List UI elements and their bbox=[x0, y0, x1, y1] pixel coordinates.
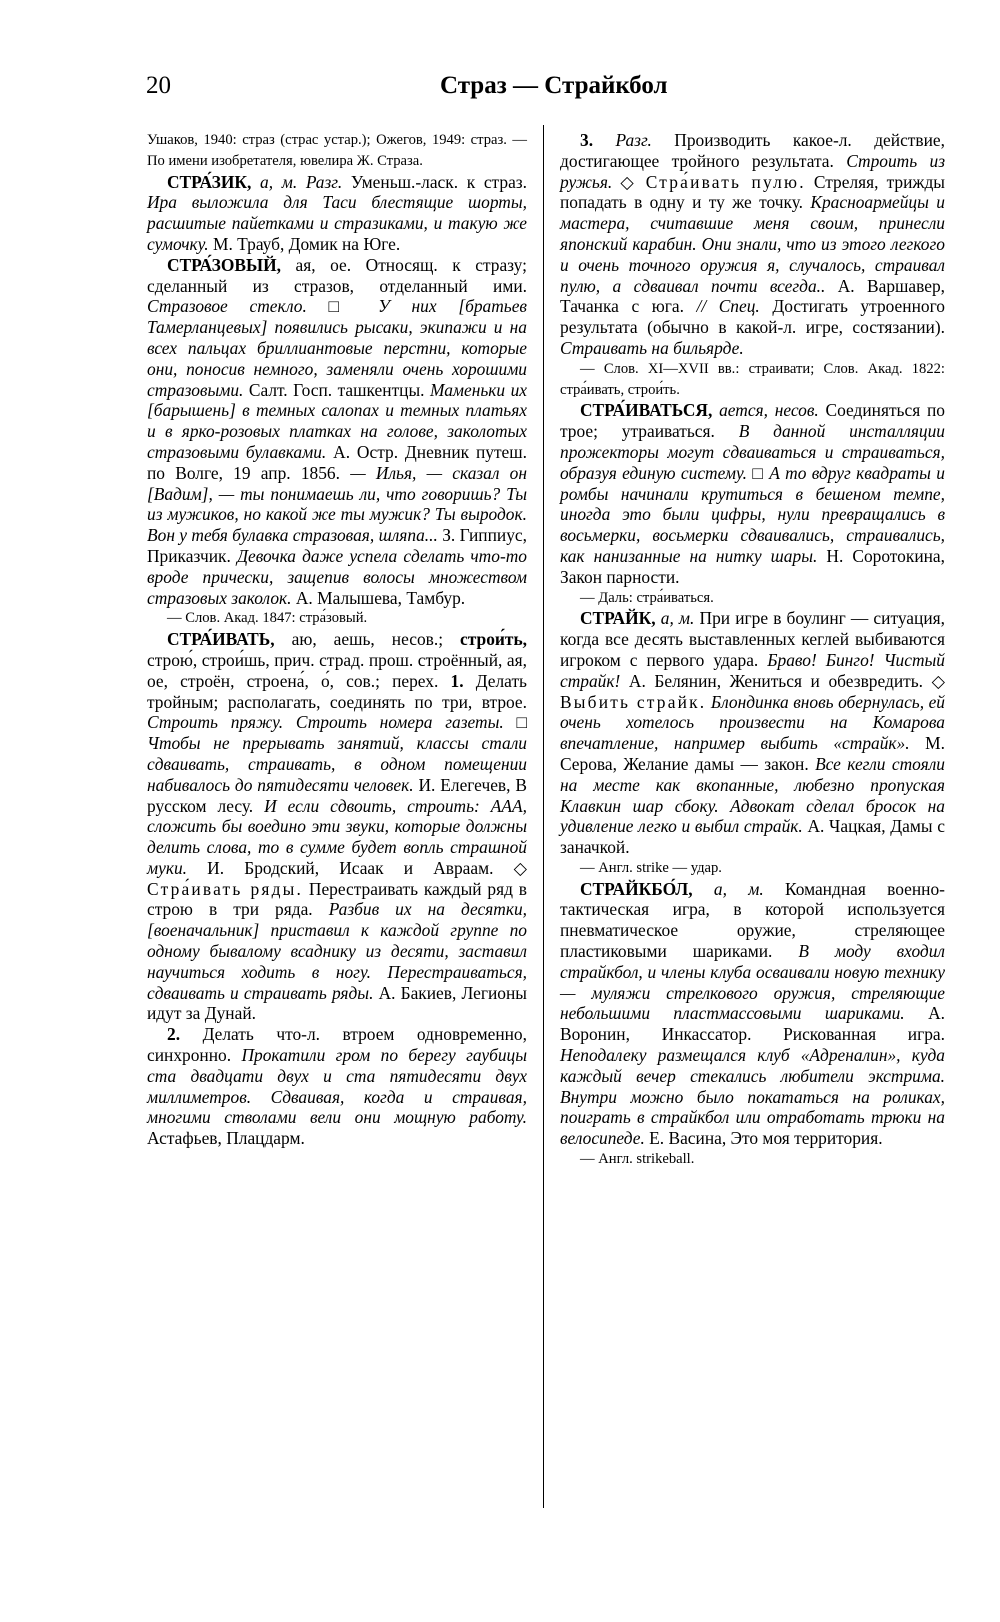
example: Браво! Бинго! Чистый страйк! bbox=[560, 649, 945, 691]
example: А то вдруг квадраты и ромбы начинали крутиться в бешеном темпе, иногда это были цифры, нули превращались в восьмерки, восьмерки сдваивались, страивались, как нанизанные на нитку шары. bbox=[560, 462, 945, 566]
definition: Делать тройным; располагать, соединять по три, втрое. bbox=[147, 670, 527, 712]
square-mark-icon: □ bbox=[516, 712, 527, 733]
sense-number: 2. bbox=[167, 1024, 181, 1045]
grammar: ая, ое. bbox=[295, 254, 352, 275]
source: А. Малышева, Тамбур. bbox=[295, 587, 466, 608]
etymology: — Слов. XI—XVII вв.: страивати; Слов. Акад. 1822: стра́ивать, строи́ть. bbox=[560, 360, 945, 398]
grammar: ается, несов. bbox=[719, 400, 819, 421]
etymology: — Англ. strike — удар. bbox=[580, 859, 722, 876]
diamond-icon: ◇ bbox=[513, 857, 527, 878]
definition: Производить какое-л. действие, достигающее тройного результата. bbox=[560, 130, 945, 171]
phrase: Стра́ивать пулю. bbox=[645, 171, 806, 192]
sense-number: 1. bbox=[450, 670, 464, 691]
grammar: а, м. bbox=[660, 608, 695, 629]
sense-3 bbox=[560, 130, 945, 359]
source: А. Остр. Дневник путеш. по Волге, 19 апр. 1856. bbox=[147, 441, 528, 483]
entry-straik bbox=[560, 608, 945, 858]
example: В моду входил страйкбол, и члены клуба осваивали новую технику — муляжи стрелкового оружия, стреляющие небольшими пластмассовыми шариками. bbox=[560, 941, 945, 1024]
definition: Относящ. к стразу; сделанный из стразов, отделанный ими. bbox=[147, 254, 527, 296]
example: Чтобы не прерывать занятий, классы стали сдваивать, страивать, в одном помещении набивалось до пятидесяти человек. bbox=[147, 733, 527, 795]
phrase-definition: Перестраивать каждый ряд в строю в три ряда. bbox=[147, 878, 527, 920]
diamond-icon: ◇ bbox=[931, 670, 945, 691]
etymology: — Даль: стра́иваться. bbox=[580, 589, 714, 606]
phrase: Выбить страйк. bbox=[560, 691, 707, 712]
example: Неподалеку размещался клуб «Адреналин», куда каждый вечер стекались любители экстрима. Внутри можно было покататься на роликах, поиграть в страйкбол или отработать трюки на велосипеде. bbox=[560, 1045, 945, 1149]
example: Строить из ружья. bbox=[560, 150, 945, 192]
example: Красноармейцы и мастера, считавшие меня своим, принесли японский карабин. Они знали, что из этого легкого и очень точного оружия я, случалось, страивал пулю, а сдваивал почти всегда.. bbox=[560, 192, 945, 296]
example: Девочка даже успела сделать что-то вроде прически, защепив волосы множеством стразовых заколок. bbox=[147, 545, 527, 608]
entry-strazik bbox=[147, 172, 527, 255]
entry-strazovyi bbox=[147, 255, 527, 609]
example: Разбив их на десятки, [военачальник] приставил к каждой группе по одному бывалому всаднику из десяти, заставил научиться ходить в ногу. Перестраиваться, сдваивать и страивать ряды. bbox=[147, 899, 528, 1003]
headword: СТРА́ЗОВЫЙ, bbox=[167, 254, 281, 275]
example: У них [братьев Тамерланцевых] появились рысаки, экипажи и на всех пальцах бриллиантовые перстни, которые они, поносив немного, заменяли очень хорошими стразовыми. bbox=[147, 296, 527, 400]
source: А. Бакиев, Легионы идут за Дунай. bbox=[147, 982, 527, 1024]
definition: Командная военно-тактическая игра, в которой используется пневматическое оружие, стреляющее пластиковыми шариками. bbox=[560, 878, 945, 962]
example: Стразовое стекло. bbox=[147, 296, 307, 317]
example: Страивать на бильярде. bbox=[560, 337, 744, 358]
source: А. Чацкая, Дамы с заначкой. bbox=[560, 816, 945, 858]
etymology: — Слов. Акад. 1847: стра́зовый. bbox=[167, 610, 368, 627]
definition: Уменьш.-ласк. к страз. bbox=[350, 171, 527, 192]
headword: СТРАЙК, bbox=[580, 608, 656, 629]
definition: Соединяться по трое; утраиваться. bbox=[560, 400, 945, 442]
phrase-definition: Стреляя, трижды попадать в одну и ту же точку. bbox=[560, 171, 945, 213]
source: Е. Васина, Это моя территория. bbox=[649, 1128, 883, 1149]
headword-perfective: строи́ть, bbox=[460, 629, 527, 650]
headword: СТРА́ИВАТЬ, bbox=[167, 629, 275, 650]
headword: СТРА́ЗИК, bbox=[167, 171, 252, 192]
grammar: Разг. bbox=[615, 130, 652, 150]
example: В данной инсталляции прожекторы могут сдваиваться и страиваться, образуя единую систему. bbox=[560, 421, 945, 483]
source: М. Серова, Желание дамы — закон. bbox=[560, 733, 945, 774]
source: З. Гиппиус, Приказчик. bbox=[147, 525, 527, 566]
source: Н. Соротокина, Закон парности. bbox=[560, 545, 945, 587]
entry-straivat bbox=[147, 629, 527, 1024]
grammar: аю, аешь, несов.; bbox=[291, 629, 444, 650]
entry-straikbol bbox=[560, 879, 945, 1149]
source: Салт. Госп. ташкентцы. bbox=[248, 379, 425, 400]
entry-straivatsya bbox=[560, 400, 945, 587]
phrase: Стра́ивать ряды. bbox=[147, 878, 304, 899]
example: — Илья, — сказал он [Вадим], — ты понимаешь ли, что говоришь? Ты из мужиков, но какой же ты мужик? Ты выродок. Вон у тебя булавка стразовая, шляпа... bbox=[147, 462, 528, 546]
source: А. Варшавер, Тачанка с юга. bbox=[560, 275, 946, 317]
square-mark-icon: □ bbox=[328, 296, 357, 317]
special-mark: // Спец. bbox=[696, 296, 760, 317]
diamond-icon: ◇ bbox=[620, 171, 638, 192]
example: Блондинка вновь обернулась, ей очень хотелось произвести на Комарова впечатление, например выбить «страйк». bbox=[560, 691, 945, 754]
example: Прокатили гром по берегу гаубицы ста двадцати двух и ста пятидесяти двух миллиметров. Сдваивая, когда и страивая, многими стволами вели они мощную работу. bbox=[147, 1045, 527, 1128]
example: И если сдвоить, строить: ААА, сложить бы воедино эти звуки, которые должны делить слова, то в сумме будет вопль страшной муки. bbox=[147, 795, 527, 878]
page-header bbox=[0, 72, 1000, 112]
page-number: 20 bbox=[146, 72, 171, 99]
source: И. Бродский, Исаак и Авраам. bbox=[207, 857, 494, 878]
sense-number: 3. bbox=[580, 130, 594, 150]
source: И. Елегечев, В русском лесу. bbox=[147, 774, 527, 816]
headword: СТРА́ИВАТЬСЯ, bbox=[580, 400, 713, 421]
running-head: Страз — Страйкбол bbox=[440, 72, 668, 99]
example: Все кегли стояли на месте как вкопанные, любезно пропуская Клавкин шар сбоку. Адвокат сделал бросок на удивление легко и выбил страйк. bbox=[560, 753, 945, 837]
grammar: а, м. Разг. bbox=[260, 171, 343, 192]
definition: При игре в боулинг — ситуация, когда все десять выставленных кеглей выбиваются игроком с первого удара. bbox=[560, 608, 945, 670]
source: М. Трауб, Домик на Юге. bbox=[213, 233, 401, 254]
example: Строить пряжу. Строить номера газеты. bbox=[147, 712, 504, 733]
right-column bbox=[560, 130, 945, 1170]
square-mark-icon: □ bbox=[752, 462, 764, 483]
column-divider bbox=[543, 125, 544, 1508]
definition: Достигать утроенного результата (обычно в какой-л. игре, состязании). bbox=[560, 296, 945, 338]
grammar: а, м. bbox=[713, 878, 764, 899]
example: Маменьки их [барышень] в темных салопах и темных платьях и в ярко-розовых платках на голове, заколотых стразовыми булавками. bbox=[147, 379, 527, 462]
headword: СТРАЙКБО́Л, bbox=[580, 878, 693, 899]
example: Ира выложила для Таси блестящие шорты, расшитые пайетками и стразиками, и такую же сумочку. bbox=[147, 192, 527, 254]
definition: Делать что-л. втроем одновременно, синхронно. bbox=[147, 1024, 527, 1066]
etymology: — Англ. strikeball. bbox=[580, 1151, 695, 1168]
source: А. Воронин, Инкассатор. Рискованная игра. bbox=[560, 1003, 945, 1045]
intro-etymology: Ушаков, 1940: страз (страс устар.); Ожегов, 1949: страз. — По имени изобретателя, ювелира Ж. Страза. bbox=[147, 132, 527, 169]
source: А. Белянин, Жениться и обезвредить. bbox=[628, 670, 924, 691]
sense-2 bbox=[147, 1024, 527, 1149]
source: Астафьев, Плацдарм. bbox=[147, 1128, 305, 1149]
left-column bbox=[147, 130, 527, 1149]
grammar: строю́, строи́шь, прич. страд. прош. строённый, ая, ое, строён, строена́, о́, сов.; перех. bbox=[147, 649, 527, 691]
